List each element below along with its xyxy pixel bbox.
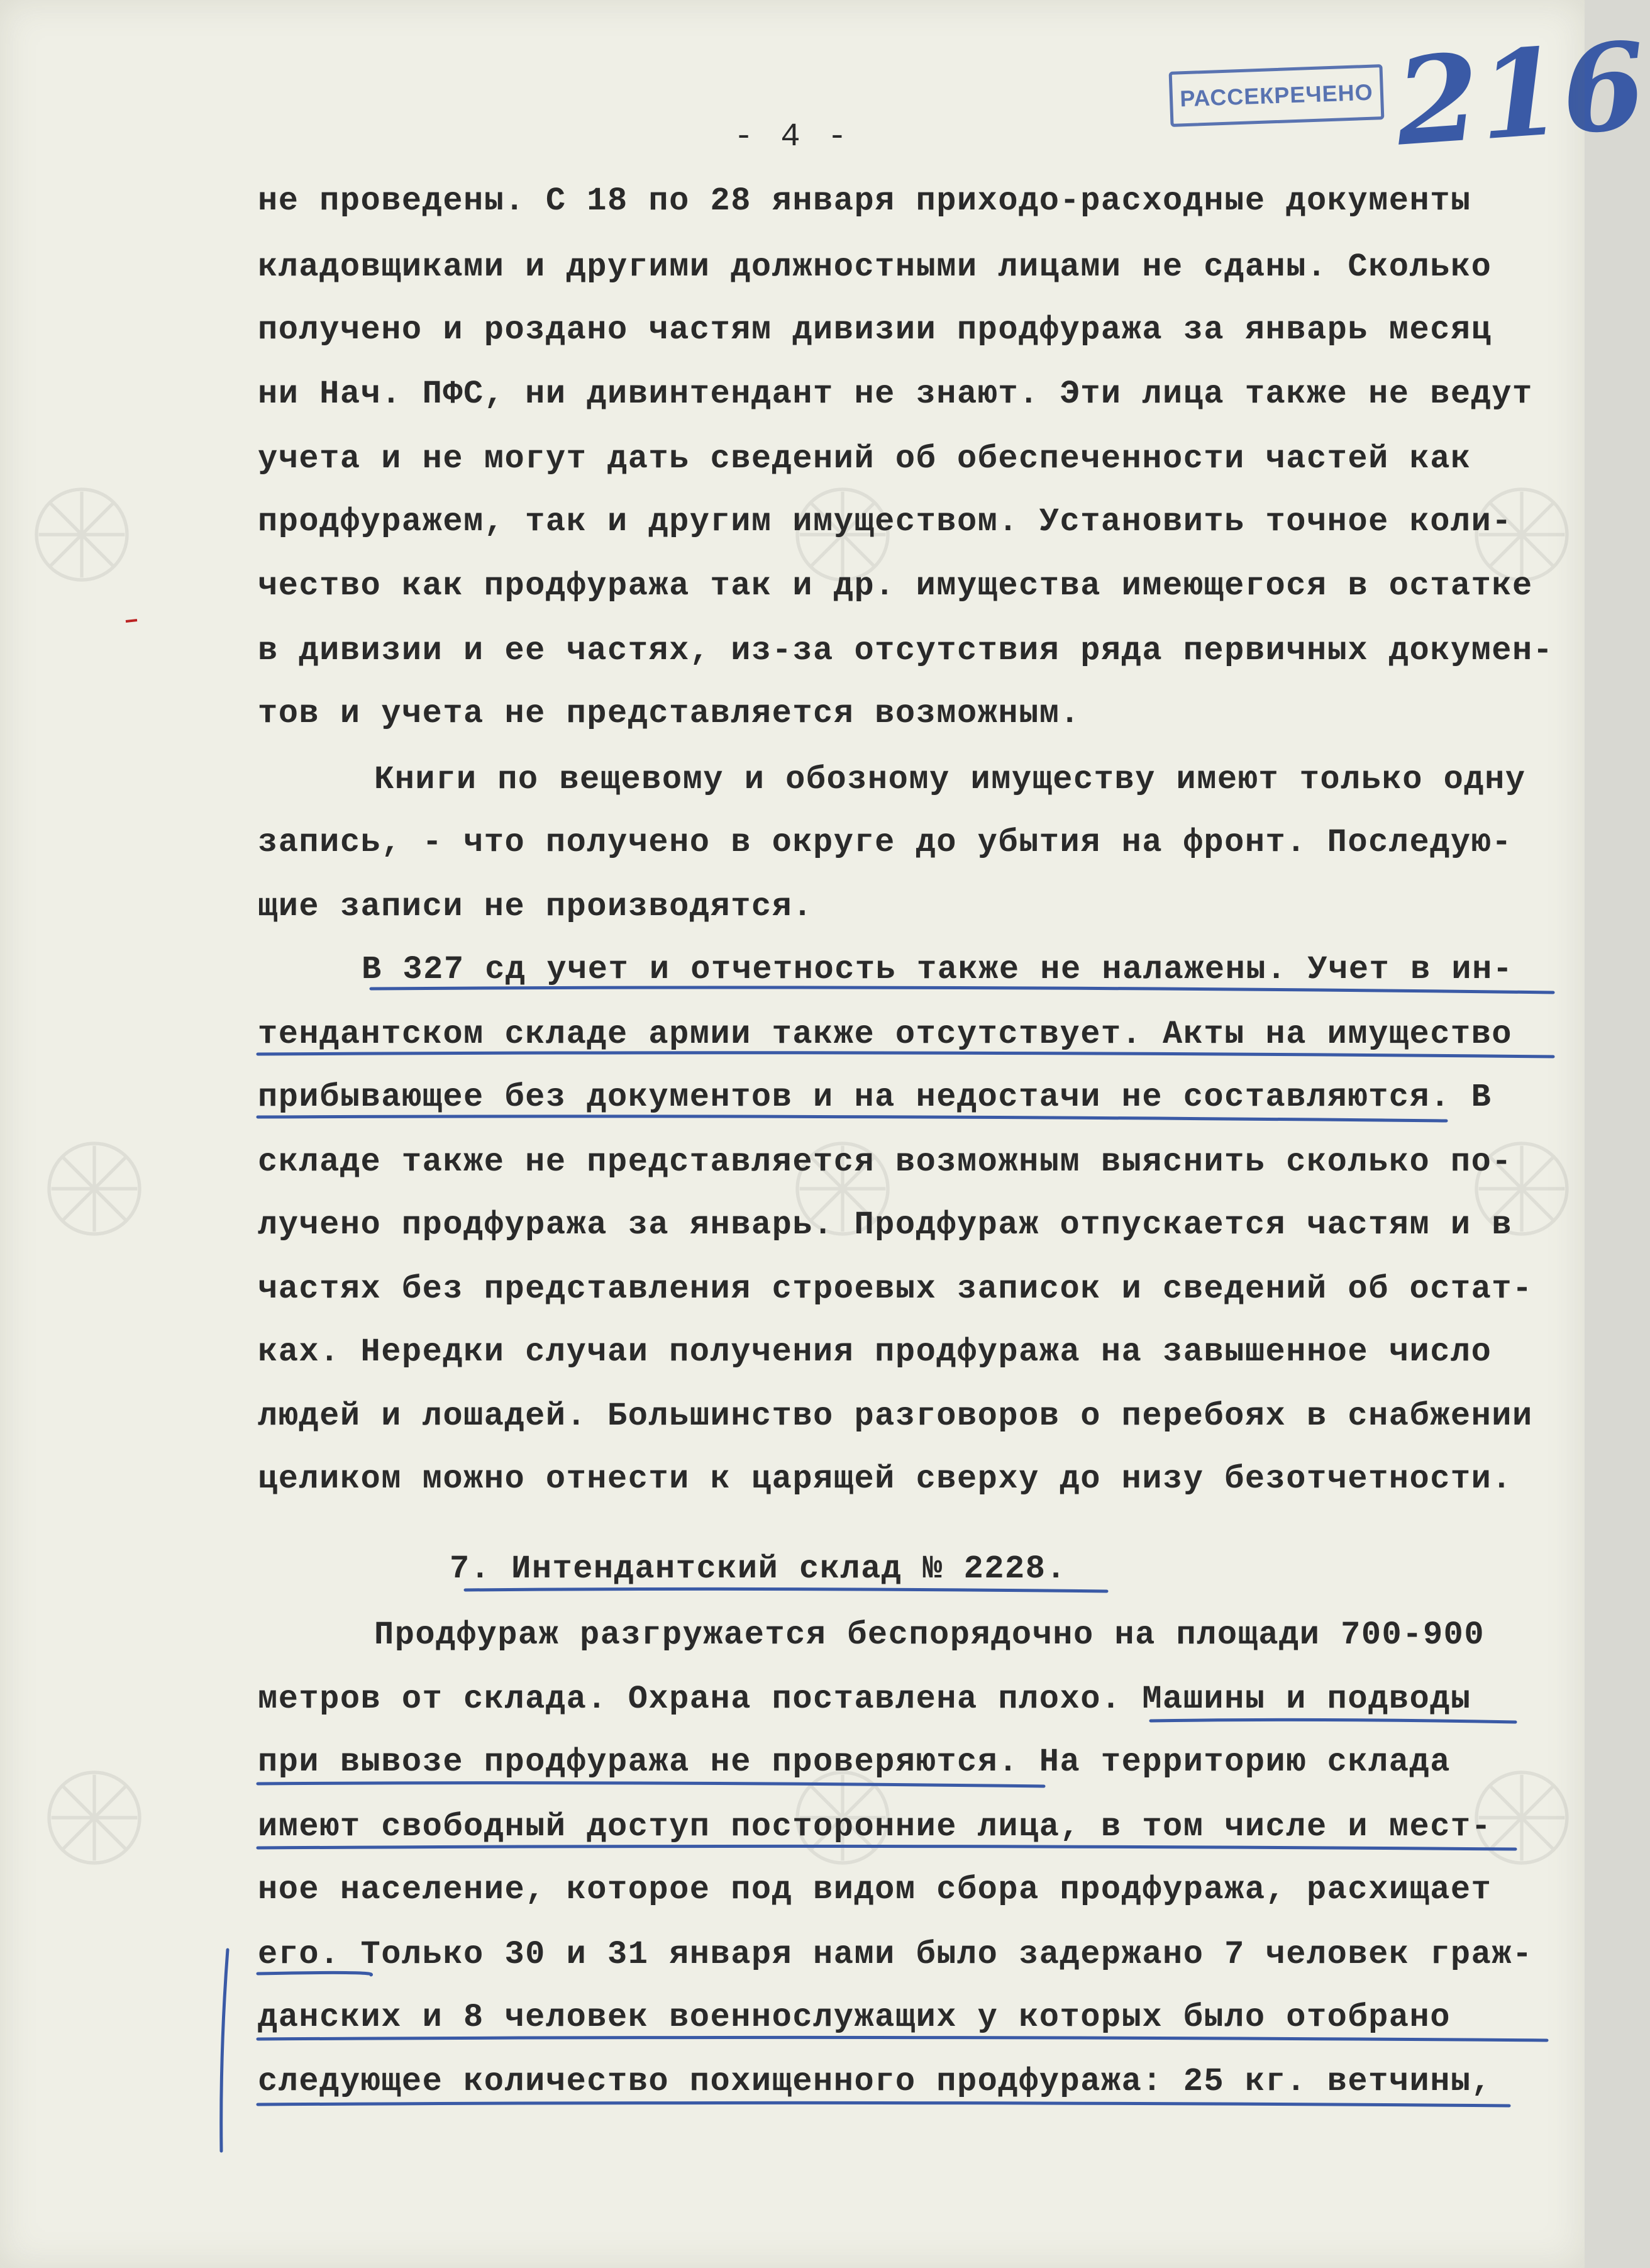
text-line: ках. Нередки случаи получения продфуража на завышенное число [258, 1333, 1492, 1370]
text-line: при вывозе продфуража не проверяются. На территорию склада [258, 1743, 1451, 1781]
declassified-stamp: РАССЕКРЕЧЕНО [1169, 64, 1385, 127]
text-line: не проведены. С 18 по 28 января приходо-расходные документы [258, 182, 1471, 220]
text-line: в дивизии и ее частях, из-за отсутствия ряда первичных докумен- [258, 632, 1554, 669]
text-line: запись, - что получено в округе до убытия на фронт. Последую- [258, 824, 1513, 861]
text-line: ное население, которое под видом сбора продфуража, расхищает [258, 1871, 1492, 1908]
text-line: учета и не могут дать сведений об обеспеченности частей как [258, 440, 1471, 477]
text-line: лучено продфуража за январь. Продфураж отпускается частям и в [258, 1206, 1513, 1243]
text-line: ни Нач. ПФС, ни дивинтендант не знают. Эти лица также не ведут [258, 375, 1533, 413]
text-line: людей и лошадей. Большинство разговоров о перебоях в снабжении [258, 1398, 1533, 1435]
text-line: данских и 8 человек военнослужащих у которых было отобрано [258, 1999, 1451, 2036]
page-number: - 4 - [733, 118, 851, 155]
handwritten-folio-number: 216 [1391, 15, 1650, 173]
text-line: Книги по вещевому и обозному имуществу имеют только одну [374, 761, 1526, 798]
text-line: целиком можно отнести к царящей сверху до низу безотчетности. [258, 1460, 1513, 1498]
text-line: щие записи не производятся. [258, 888, 814, 925]
text-line: прибывающее без документов и на недостачи не составляются. В [258, 1079, 1492, 1116]
text-line: метров от склада. Охрана поставлена плохо. Машины и подводы [258, 1681, 1471, 1718]
text-line: его. Только 30 и 31 января нами было задержано 7 человек граж- [258, 1936, 1533, 1973]
text-line: складе также не представляется возможным выяснить сколько по- [258, 1143, 1513, 1181]
section-heading: 7. Интендантский склад № 2228. [450, 1550, 1067, 1587]
text-line: продфуражем, так и другим имуществом. Установить точное коли- [258, 503, 1513, 540]
text-line: получено и роздано частям дивизии продфуража за январь месяц [258, 311, 1492, 348]
text-line: частях без представления строевых записок и сведений об остат- [258, 1270, 1533, 1308]
text-line: следующее количество похищенного продфуража: 25 кг. ветчины, [258, 2063, 1492, 2100]
text-line: имеют свободный доступ посторонние лица, в том числе и мест- [258, 1808, 1492, 1845]
text-line: Продфураж разгружается беспорядочно на площади 700-900 [374, 1616, 1485, 1654]
text-line: кладовщиками и другими должностными лицами не сданы. Сколько [258, 248, 1492, 286]
text-line: В 327 сд учет и отчетность также не налажены. Учет в ин- [362, 951, 1514, 988]
text-line: тендантском складе армии также отсутствует. Акты на имущество [258, 1016, 1513, 1053]
text-line: чество как продфуража так и др. имущества имеющегося в остатке [258, 567, 1533, 604]
text-line: тов и учета не представляется возможным. [258, 695, 1081, 732]
